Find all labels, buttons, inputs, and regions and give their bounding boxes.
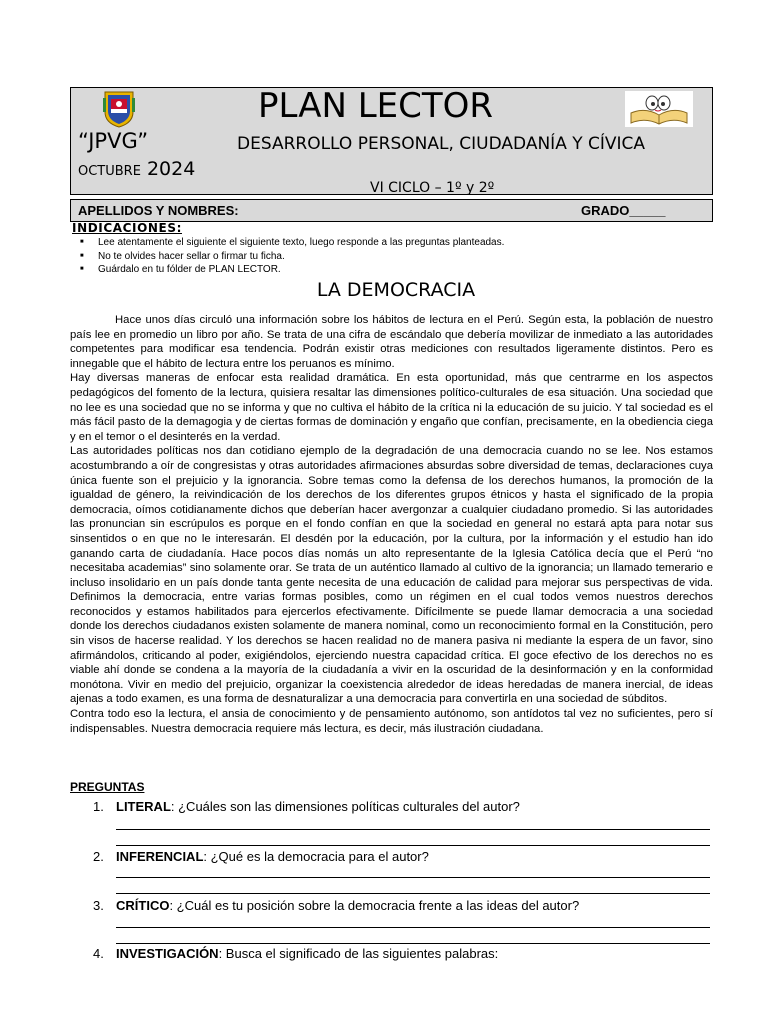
answer-line[interactable] [116,893,710,894]
answer-line[interactable] [116,829,710,830]
month-year: octubre 2024 [78,158,196,180]
instruction-item: ■ Lee atentamente el siguiente el siguiente texto, luego responde a las preguntas planteadas. [80,236,504,250]
reading-paragraph: Las autoridades políticas nos dan cotidiano ejemplo de la degradación de una democracia cuando no se lee. Nos estamos acostumbrando a oír de congresistas y otras autoridades afirmaciones absurdas sobre diversidad de temas, declaraciones cuya única fuente son el prejuicio y la ignorancia. Sobre temas como la defensa de los derechos humanos, la promoción de la igualdad de género, la reivindicación de los derechos de los diferentes grupos étnicos y hasta el significado de la propia democracia, oímos cotidianamente dichos que deberían hacer avergonzar a cualquier ciudadano promedio. Si las autoridades las pronuncian sin escrúpulos es porque en el fondo confían en que la sociedad en general no estará apta para notar sus sinsentidos o en que no le interesarán. El desdén por la educación, por la cultura, por la información y el estudio han ido ganando carta de ciudadanía. Hace pocos días nomás un alto representante de la Iglesia Católica decía que el Perú “no necesitaba academias” sino solamente orar. Se trata de un auténtico llamado al cultivo de la ignorancia; un llamado temerario e incluso insolidario en un país donde tanta gente necesita de una educación de calidad para mejorar sus perspectivas de vida. Definimos la democracia, entre varias formas posibles, como un régimen en el cual todos vemos nuestros derechos reconocidos y estamos habilitados para ejercerlos efectivamente. Difícilmente se puede llamar democracia a una sociedad donde los derechos ciudadanos existen solamente de manera nominal, como un reconocimiento formal en la Constitución, pero sin visos de hacerse realidad. Y los derechos se hacen realidad no de manera pasiva ni mediante la espera de un favor, sino afirmándolos, criticando al poder, exigiéndolos, ejerciendo nuestra capacidad crítica. El goce efectivo de los derechos no es viable ahí donde se condena a la mayoría de la ciudadanía a vivir en la oscuridad de la desinformación y en la conformidad monótona. Vivir en medio del prejuicio, organizar la coexistencia alrededor de ideas heredadas de manera inercial, de ideas ajenas a todo examen, es una forma de desnaturalizar a una democracia para convertirla en una sociedad de súbditos. [70,445,713,706]
question-number: 1. [93,799,104,814]
course-area: DESARROLLO PERSONAL, CIUDADANÍA Y CÍVICA [237,134,646,154]
question-type: CRÍTICO [116,898,170,913]
reading-text [70,313,713,736]
reading-paragraph: Hay diversas maneras de enfocar esta realidad dramática. En esta oportunidad, más que centrarme en los aspectos pedagógicos del fomento de la lectura, quisiera resaltar las dimensiones político-culturales de esa situación. Una sociedad que no lee es una sociedad que no se informa y que no cultiva el hábito de la crítica ni la educación de su juicio. Y tal sociedad es el más fácil pasto de la demagogia y de ciertas formas de dominación y engaño que confían, precisamente, en la obediencia ciega y en el temor o el desinterés en la verdad. [70,372,713,443]
reading-paragraph: Contra todo eso la lectura, el ansia de conocimiento y de pensamiento autónomo, son antídotos tal vez no suficientes, pero sí indispensables. Nuestra democracia requiere más lectura, es decir, más ilustración ciudadana. [70,708,713,735]
question-number: 2. [93,849,104,864]
question-text: : Busca el significado de las siguientes palabras: [218,946,499,961]
grade-label: GRADO_____ [581,203,666,218]
question-3 [93,898,579,914]
instructions-title: INDICACIONES: [72,221,182,235]
question-text: : ¿Qué es la democracia para el autor? [203,849,429,864]
answer-line[interactable] [116,927,710,928]
question-1 [93,799,520,815]
school-name: “JPVG” [78,129,149,153]
question-type: INVESTIGACIÓN [116,946,219,961]
question-4 [93,946,498,962]
question-text: : ¿Cuál es tu posición sobre la democracia frente a las ideas del autor? [169,898,580,913]
answer-line[interactable] [116,845,710,846]
book-character-icon [625,91,693,127]
answer-line[interactable] [116,877,710,878]
question-number: 4. [93,946,104,961]
reading-title: LA DEMOCRACIA [316,279,476,301]
reading-paragraph: Hace unos días circuló una información sobre los hábitos de lectura en el Perú. Según esta, la población de nuestro país lee en promedio un libro por año. Se trata de una cifra de escándalo que debería movilizar de inmediato a las autoridades competentes para modificar esa tendencia. Podrán existir otras mediciones con resultados ligeramente distintos. Pero es innegable que el hábito de lectura entre los peruanos es mínimo. [70,314,713,370]
question-text: : ¿Cuáles son las dimensiones políticas culturales del autor? [170,799,520,814]
name-label: APELLIDOS Y NOMBRES: [78,203,239,218]
instruction-item: ■ No te olvides hacer sellar o firmar tu ficha. [80,250,504,264]
instructions-list [80,236,504,277]
answer-line[interactable] [116,943,710,944]
cycle-grade: VI CICLO – 1º y 2º [370,180,495,196]
question-2 [93,849,429,865]
page-title: PLAN LECTOR [258,86,494,126]
question-type: INFERENCIAL [116,849,204,864]
instruction-item: ■ Guárdalo en tu fólder de PLAN LECTOR. [80,263,504,277]
questions-title: PREGUNTAS [70,780,145,794]
question-number: 3. [93,898,104,913]
school-crest-icon [99,90,139,128]
student-name-row [70,199,713,222]
question-type: LITERAL [116,799,171,814]
